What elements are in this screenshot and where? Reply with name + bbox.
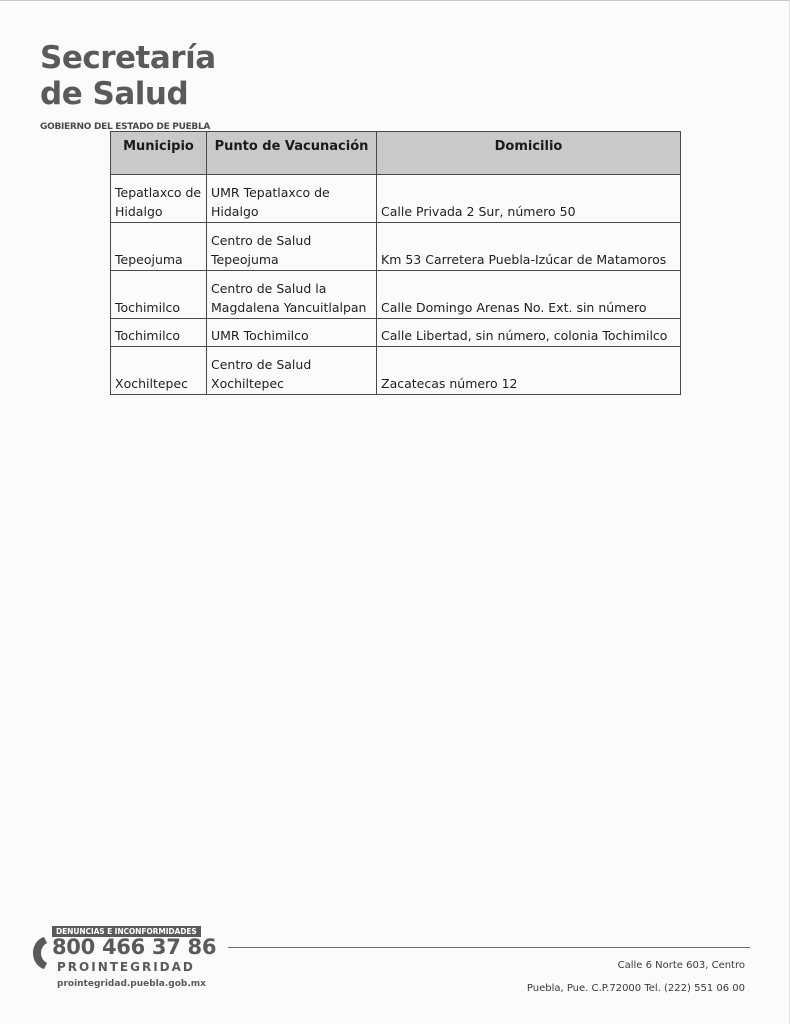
logo-title-line1: Secretaría [40,40,216,76]
cell-municipio: Tepeojuma [111,223,207,271]
logo-subtitle: GOBIERNO DEL ESTADO DE PUEBLA [40,122,211,132]
cell-punto: UMR Tochimilco [207,319,377,347]
logo-title-line2: de Salud [40,76,189,112]
table-row [111,271,681,319]
address-line2: Puebla, Pue. C.P.72000 Tel. (222) 551 06 00 [526,983,745,994]
table-row [111,319,681,347]
cell-punto: Centro de Salud Xochiltepec [207,347,377,395]
cell-municipio: Tepatlaxco de Hidalgo [111,175,207,223]
cell-domicilio: Calle Libertad, sin número, colonia Tochimilco [377,319,681,347]
cell-domicilio: Calle Domingo Arenas No. Ext. sin número [377,271,681,319]
cell-municipio: Tochimilco [111,271,207,319]
column-header-punto: Punto de Vacunación [207,132,377,175]
secretaria-salud-logo [40,40,216,112]
program-name: PROINTEGRIDAD [57,960,195,974]
table-header-row [111,132,681,175]
table-row [111,223,681,271]
top-border [0,0,790,1]
cell-domicilio: Zacatecas número 12 [377,347,681,395]
footer-divider [228,947,750,948]
cell-domicilio: Calle Privada 2 Sur, número 50 [377,175,681,223]
cell-punto: Centro de Salud la Magdalena Yancuitlalpan [207,271,377,319]
vaccination-points-table [110,131,681,395]
complaints-badge: DENUNCIAS E INCONFORMIDADES [52,926,201,937]
program-url: prointegridad.puebla.gob.mx [57,979,206,989]
address-line1: Calle 6 Norte 603, Centro [617,960,745,971]
column-header-domicilio: Domicilio [377,132,681,175]
cell-punto: Centro de Salud Tepeojuma [207,223,377,271]
table-row [111,347,681,395]
table-row [111,175,681,223]
cell-punto: UMR Tepatlaxco de Hidalgo [207,175,377,223]
cell-municipio: Tochimilco [111,319,207,347]
cell-municipio: Xochiltepec [111,347,207,395]
column-header-municipio: Municipio [111,132,207,175]
phone-icon [32,936,50,970]
cell-domicilio: Km 53 Carretera Puebla-Izúcar de Matamoros [377,223,681,271]
complaints-phone-number: 800 466 37 86 [52,935,217,959]
